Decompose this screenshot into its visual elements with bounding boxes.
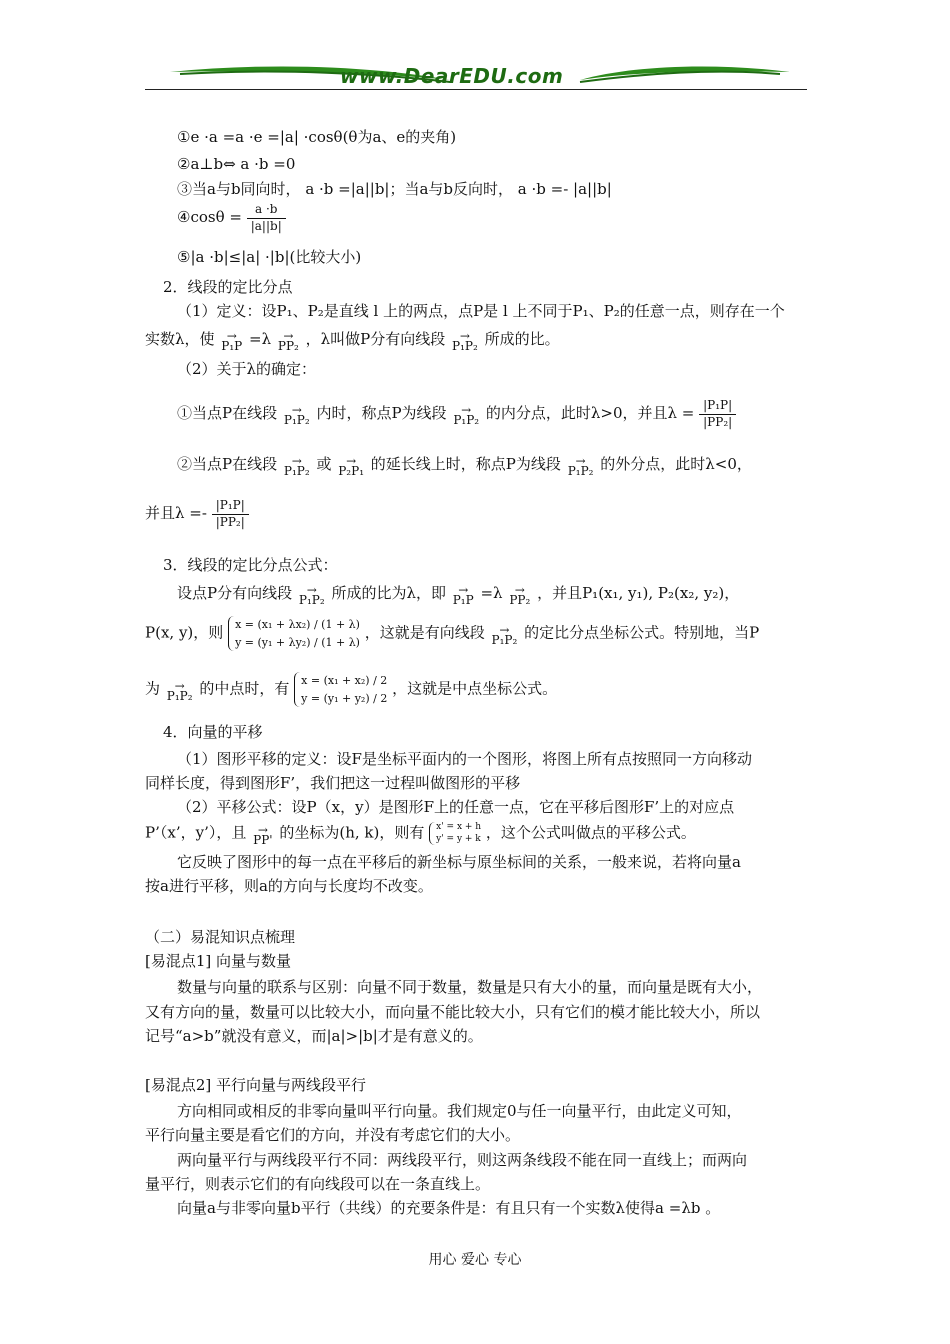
lambda-fraction-external [212,498,249,530]
sec3-line1 [177,584,739,606]
sec4-p1-line1: （1）图形平移的定义：设F是坐标平面内的一个图形，将图上所有点按照同一方向移动 [177,750,752,768]
header-rule [145,89,807,90]
vector-p1p2: → P₁P₂ [491,622,518,647]
page-footer: 用心 爱心 专心 [428,1252,522,1268]
lambda-fraction-internal [699,398,736,430]
text: ，这个公式叫做点的平移公式。 [485,823,696,842]
property-2: ②a⊥b⇔ a ·b =0 [177,155,296,173]
vector-p2p1: → P₂P₁ [338,454,365,478]
text: 的延长线上时，称点P为线段 [370,455,561,473]
text: ，这就是中点坐标公式。 [392,679,558,698]
sec4-p1-line2: 同样长度，得到图形F’，我们把这一过程叫做图形的平移 [145,774,521,792]
confusion-2-line2: 平行向量主要是看它们的方向，并没有考虑它们的大小。 [145,1126,521,1144]
sec2-subtitle-2: （2）关于λ的确定： [177,360,317,378]
vector-p1p2: → P₁P₂ [166,678,193,703]
vector-pp2: → PP₂ [277,329,299,353]
text: 的外分点，此时λ<0， [600,455,752,473]
formula-y: y = (y₁ + λy₂) / (1 + λ) [235,635,360,649]
fraction-numerator: |P₁P| [212,498,249,515]
text: P(x, y)，则 [145,623,224,642]
cos-fraction [247,202,286,234]
confusion-2-line4: 量平行，则表示它们的有向线段可以在一条直线上。 [145,1175,491,1193]
formula-x: x' = x + h [436,822,482,832]
text: ，并且P₁(x₁, y₁), P₂(x₂, y₂)， [537,584,740,602]
sec2-definition-line2 [145,330,560,352]
sec2-case-2 [177,455,752,477]
text: 的中点时，有 [199,679,290,698]
formula-x: x = (x₁ + λx₂) / (1 + λ) [235,618,360,631]
confusion-2-line1: 方向相同或相反的非零向量叫平行向量。我们规定0与任一向量平行，由此定义可知， [177,1102,742,1120]
text: 为 [145,679,161,698]
formula-y: y = (y₁ + y₂) / 2 [301,691,388,705]
sec2-case-2-line2 [145,498,249,530]
text: 的坐标为(h, k)，则有 [279,823,425,842]
confusion-1-title: [易混点1] 向量与数量 [145,952,292,970]
sec3-line2 [145,616,759,651]
text: 所成的比。 [484,330,560,348]
vector-p1p2: → P₁P₂ [452,329,478,353]
vector-p1p: → P₁P [221,329,243,353]
midpoint-formula-system [294,672,387,707]
property-4 [177,202,286,234]
section-3-title: 3．线段的定比分点公式： [163,556,338,574]
text: 内时，称点P为线段 [316,404,447,423]
sec2-case-1 [177,398,736,430]
fraction-denominator: |PP₂| [215,514,245,529]
property-4-label: ④cosθ = [177,208,242,227]
sec4-p3-line1: 它反映了图形中的每一点在平移后的新坐标与原坐标间的关系，一般来说，若将向量a [177,853,741,871]
section-2-title: 2．线段的定比分点 [163,278,293,296]
confusion-1-line1: 数量与向量的联系与区别：向量不同于数量，数量是只有大小的量，而向量是既有大小， [177,978,763,996]
sec3-line3 [145,672,557,707]
text: 设点P分有向线段 [177,584,293,602]
text: ，这就是有向线段 [364,623,485,642]
property-5: ⑤|a ·b|≤|a| ·|b|(比较大小) [177,248,362,266]
vector-p1p: → P₁P [452,583,474,607]
vector-p1p2: → P₁P₂ [453,403,480,428]
text: 并且λ =- [145,504,207,523]
property-1: ①e ·a =a ·e =|a| ·cosθ(θ为a、e的夹角) [177,128,457,146]
vector-p1p2: → P₁P₂ [283,454,310,478]
text: 的定比分点坐标公式。特别地，当P [524,623,760,642]
section-formula-system [228,616,360,651]
formula-x: x = (x₁ + x₂) / 2 [301,674,388,687]
confusion-1-line3: 记号“a>b”就没有意义，而|a|>|b|才是有意义的。 [145,1027,483,1045]
cos-fraction-numerator: a ·b [247,202,286,219]
translation-formula-system [429,822,481,845]
sec4-p3-line2: 按a进行平移，则a的方向与长度均不改变。 [145,877,433,895]
sec2-definition-line1: （1）定义：设P₁、P₂是直线 l 上的两点，点P是 l 上不同于P₁、P₂的任意一点，则存在一个 [177,302,785,320]
vector-p1p2: → P₁P₂ [567,454,594,478]
text: =λ [480,584,503,602]
vector-pp-prime: → PP' [253,822,273,847]
vector-p1p2: → P₁P₂ [298,583,325,607]
text: =λ [249,330,272,348]
text: 或 [316,455,332,473]
confusion-2-line3: 两向量平行与两线段平行不同：两线段平行，则这两条线段不能在同一直线上；而两向 [177,1151,748,1169]
text: ①当点P在线段 [177,404,278,423]
confusion-2-title: [易混点2] 平行向量与两线段平行 [145,1076,367,1094]
text: 实数λ，使 [145,330,215,348]
section-4-title: 4．向量的平移 [163,723,263,741]
part-2-title: （二）易混知识点梳理 [145,928,296,946]
fraction-numerator: |P₁P| [699,398,736,415]
text: P’（x’，y’），且 [145,823,247,842]
cos-fraction-denominator: |a||b| [250,218,282,233]
vector-pp2: → PP₂ [509,583,531,607]
site-logo-text: www.DearEDU.com [340,64,564,88]
property-3: ③当a与b同向时， a ·b =|a||b|；当a与b反向时， a ·b =- |a||b| [177,180,612,198]
sec4-p2-line1: （2）平移公式：设P（x，y）是图形F上的任意一点，它在平移后图形F’上的对应点 [177,798,735,816]
vector-p1p2: → P₁P₂ [283,403,310,428]
formula-y: y' = y + k [436,833,481,844]
text: 所成的比为λ，即 [331,584,446,602]
confusion-2-line5: 向量a与非零向量b平行（共线）的充要条件是：有且只有一个实数λ使得a =λb 。 [177,1199,721,1217]
sec4-p2-line2 [145,822,696,846]
text: ，λ叫做P分有向线段 [305,330,446,348]
confusion-1-line2: 又有方向的量，数量可以比较大小，而向量不能比较大小，只有它们的模才能比较大小，所以 [145,1003,761,1021]
fraction-denominator: |PP₂| [703,414,733,429]
text: 的内分点，此时λ>0，并且λ = [485,404,695,423]
text: ②当点P在线段 [177,455,278,473]
